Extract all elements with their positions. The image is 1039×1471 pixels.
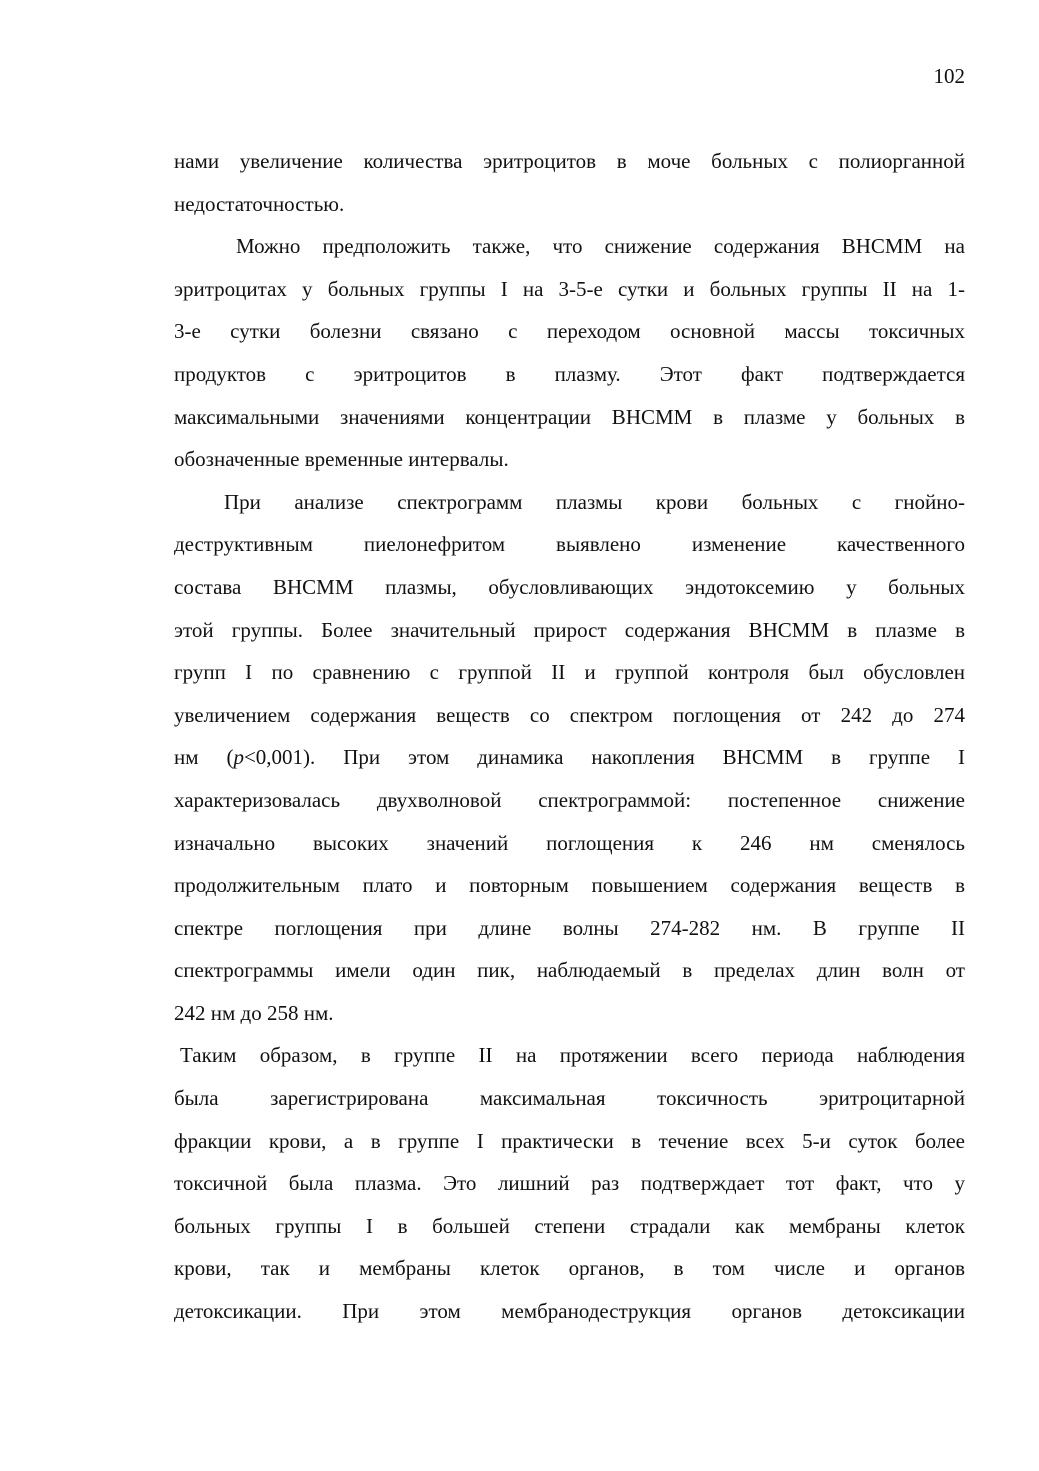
text-line: эритроцитах у больных группы I на 3-5-е сутки и больных группы II на 1- — [174, 276, 965, 301]
paragraph-1 — [174, 140, 965, 225]
body-text — [174, 140, 965, 1333]
text-line: больных группы I в большей степени страдали как мембраны клеток — [174, 1213, 965, 1238]
text-line: продолжительным плато и повторным повышением содержания веществ в — [174, 873, 965, 898]
text-line: характеризовалась двухволновой спектрограммой: постепенное снижение — [174, 787, 965, 812]
text-line: нами увеличение количества эритроцитов в моче больных с полиорганной — [174, 149, 965, 173]
text-line: При анализе спектрограмм плазмы крови больных с гнойно- — [224, 489, 965, 514]
text-line: нм (p<0,001). При этом динамика накопления ВНСММ в группе I — [174, 745, 965, 770]
text-line: деструктивным пиелонефритом выявлено изменение качественного — [174, 532, 965, 557]
text-line: состава ВНСММ плазмы, обусловливающих эндотоксемию у больных — [174, 574, 965, 599]
text-line: 3-е сутки болезни связано с переходом основной массы токсичных — [174, 319, 965, 344]
p-value-symbol: p — [233, 745, 244, 770]
text-line: фракции крови, а в группе I практически в течение всех 5-и суток более — [174, 1128, 965, 1153]
text-line: 242 нм до 258 нм. — [174, 1000, 334, 1025]
text-line: групп I по сравнению с группой II и группой контроля был обусловлен — [174, 660, 965, 685]
text-line: изначально высоких значений поглощения к 246 нм сменялось — [174, 830, 965, 855]
text-line: спектре поглощения при длине волны 274-282 нм. В группе II — [174, 915, 965, 940]
text-line: была зарегистрирована максимальная токсичность эритроцитарной — [174, 1086, 965, 1111]
text-line: Можно предположить также, что снижение содержания ВНСММ на — [236, 234, 965, 259]
text-line: увеличением содержания веществ со спектром поглощения от 242 до 274 — [174, 702, 965, 727]
text-line: крови, так и мембраны клеток органов, в том числе и органов — [174, 1256, 965, 1281]
text-line: этой группы. Более значительный прирост содержания ВНСММ в плазме в — [174, 617, 965, 642]
text-line: недостаточностью. — [174, 191, 345, 216]
text-line: токсичной была плазма. Это лишний раз подтверждает тот факт, что у — [174, 1171, 965, 1196]
page-number: 102 — [933, 64, 965, 88]
text-line: максимальными значениями концентрации ВНСММ в плазме у больных в — [174, 404, 965, 429]
text-line: детоксикации. При этом мембранодеструкция органов детоксикации — [174, 1299, 965, 1324]
paragraph-3 — [174, 481, 965, 1035]
text-line: обозначенные временные интервалы. — [174, 447, 509, 472]
paragraph-4 — [174, 1034, 965, 1332]
text-line: Таким образом, в группе II на протяжении всего периода наблюдения — [180, 1043, 965, 1068]
paragraph-2 — [174, 225, 965, 481]
text-line: спектрограммы имели один пик, наблюдаемый в пределах длин волн от — [174, 958, 965, 983]
text-line: продуктов с эритроцитов в плазму. Этот факт подтверждается — [174, 361, 965, 386]
